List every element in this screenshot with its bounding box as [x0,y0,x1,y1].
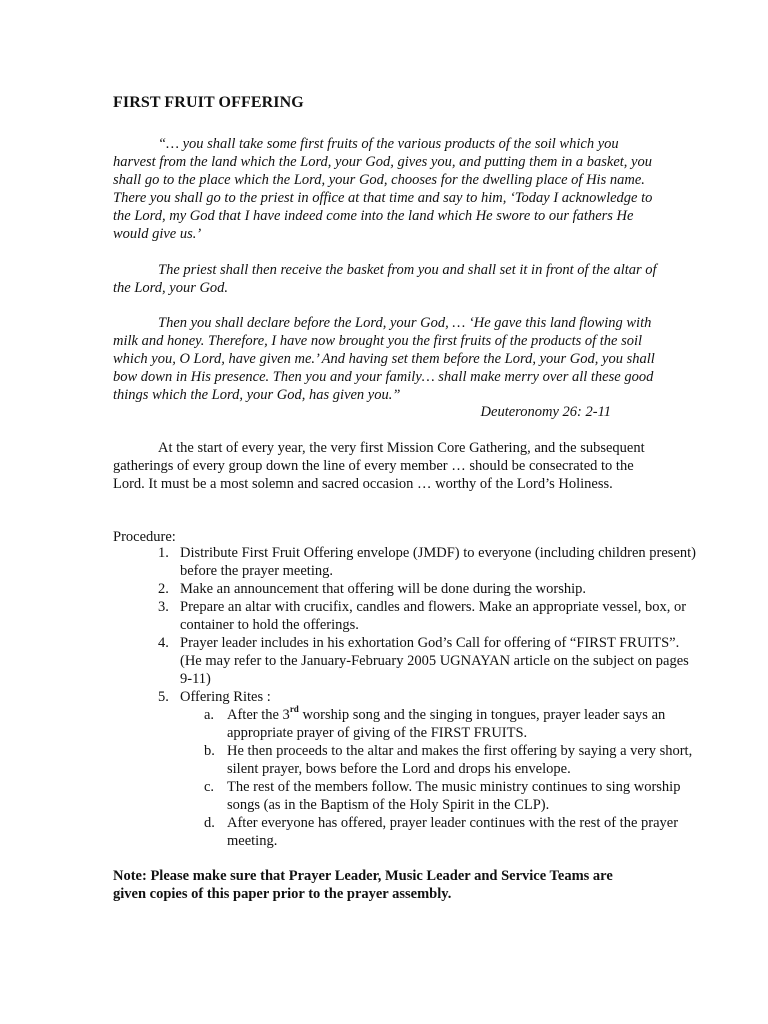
rite-text: After the 3rd worship song and the singing in tongues, prayer leader says an appropriate prayer of giving of the FIRST FRUITS. [227,704,666,741]
procedure-step [158,544,700,580]
document-title: FIRST FRUIT OFFERING [113,94,304,111]
rite-text: The rest of the members follow. The music ministry continues to sing worship songs (as in the Baptism of the Holy Spirit in the CLP). [227,779,681,813]
step-text: Distribute First Fruit Offering envelope (JMDF) to everyone (including children present) before the prayer meeting. [180,545,696,579]
rite-text: He then proceeds to the altar and makes the first offering by saying a very short, silent prayer, bows before the Lord and drops his envelope. [227,743,693,777]
step-number: 5. [158,689,169,705]
scripture-citation: Deuteronomy 26: 2-11 [480,404,611,420]
intro-paragraph: At the start of every year, the very first Mission Core Gathering, and the subsequent gatherings of every group down the line of every member … should be consecrated to the Lord. It must be a most solemn and sacred occasion … worthy of the Lord’s Holiness. [113,440,645,492]
rite-letter: c. [204,779,215,795]
step-text: Prayer leader includes in his exhortation God’s Call for offering of “FIRST FRUITS”. (He may refer to the January-February 2005 UGNAYAN article on the subject on pages 9-11) [180,635,689,687]
step-text: Prepare an altar with crucifix, candles and flowers. Make an appropriate vessel, box, or container to hold the offerings. [180,599,687,633]
procedure-list [113,544,700,850]
step-text: Offering Rites : [180,689,271,705]
procedure-step [158,688,700,850]
rite-letter: d. [204,815,215,831]
rite-item [204,704,699,742]
rite-item [204,814,699,850]
note-paragraph: Note: Please make sure that Prayer Leader, Music Leader and Service Teams are given copies of this paper prior to the prayer assembly. [113,868,613,902]
procedure-step [158,598,700,634]
rite-item [204,742,699,778]
step-text: Make an announcement that offering will be done during the worship. [180,581,587,597]
scripture-paragraph-2: The priest shall then receive the basket from you and shall set it in front of the altar of the Lord, your God. [113,262,657,296]
scripture-paragraph-3: Then you shall declare before the Lord, your God, … ‘He gave this land flowing with milk and honey. Therefore, I have now brought you the first fruits of the products of the soil which you, O Lord, have given me.’ And having set them before the Lord, your God, you shall bow down in His presence. Then you and your family… shall make merry over all these good things which the Lord, your God, has given you.” [113,315,655,403]
scripture-paragraph-1: “… you shall take some first fruits of the various products of the soil which you harvest from the land which the Lord, your God, gives you, and putting them in a basket, you shall go to the place which the Lord, your God, chooses for the dwelling place of His name. There you shall go to the priest in office at that time and say to him, ‘Today I acknowledge to the Lord, my God that I have indeed come into the land which He swore to our fathers He would give us.’ [113,136,653,242]
rite-text: After everyone has offered, prayer leader continues with the rest of the prayer meeting. [227,815,679,849]
step-number: 1. [158,545,169,561]
procedure-step [158,580,700,598]
offering-rites-list [180,706,699,850]
rite-letter: a. [204,707,215,723]
procedure-label: Procedure: [113,529,176,545]
procedure-step [158,634,700,688]
step-number: 3. [158,599,169,615]
step-number: 2. [158,581,169,597]
step-number: 4. [158,635,169,651]
rite-item [204,778,699,814]
rite-letter: b. [204,743,215,759]
